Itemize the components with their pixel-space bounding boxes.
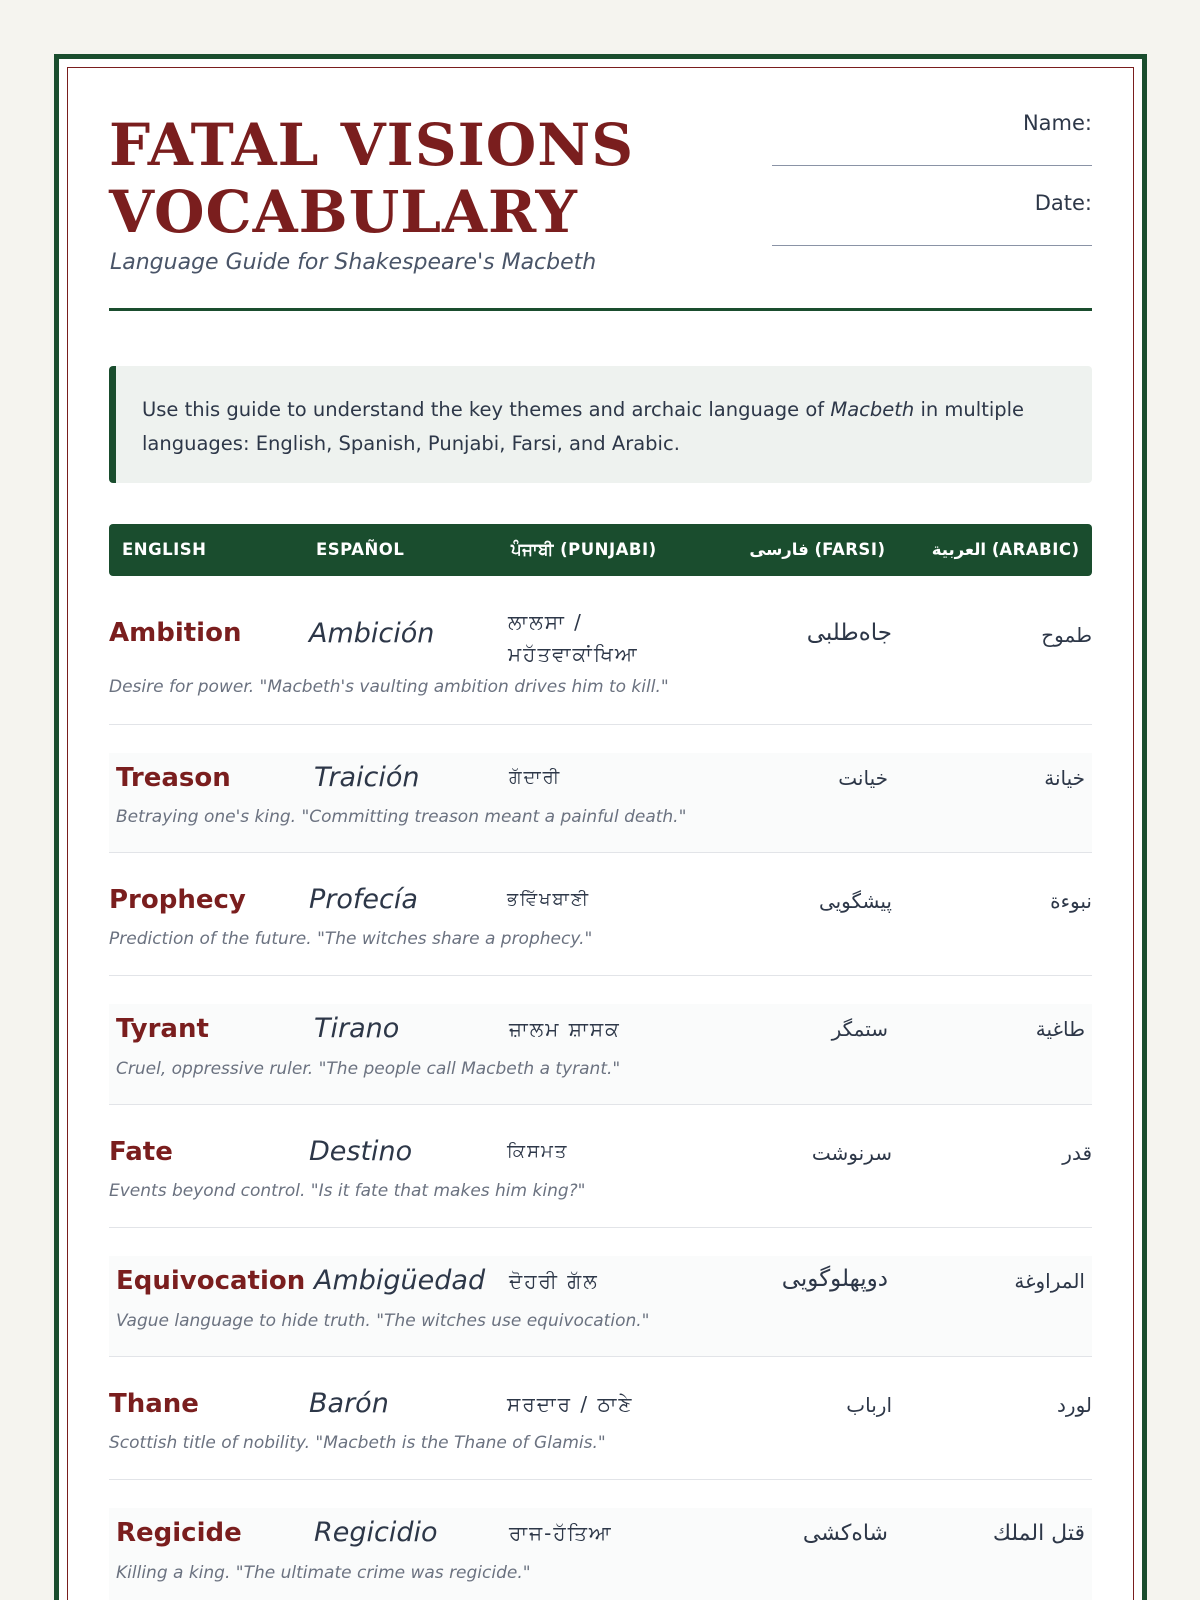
intro-callout [109, 366, 1092, 483]
column-header-arabic: العربية (ARABIC) [931, 540, 1079, 559]
table-row [109, 1357, 1092, 1480]
term-english: Fate [109, 1137, 173, 1167]
term-punjabi: ਜ਼ਾਲਮ ਸ਼ਾਸਕ [509, 1017, 621, 1041]
term-farsi: پیشگویی [818, 889, 892, 913]
term-arabic: لورد [1057, 1393, 1092, 1417]
term-spanish: Barón [309, 1388, 389, 1419]
term-farsi: سرنوشت [811, 1141, 892, 1165]
table-row [109, 1105, 1092, 1228]
term-spanish: Ambigüedad [314, 1265, 486, 1296]
term-spanish: Profecía [309, 884, 418, 915]
name-label: Name: [1022, 111, 1092, 135]
title-line-2: VOCABULARY [109, 178, 578, 246]
term-definition: Vague language to hide truth. "The witches use equivocation." [116, 1311, 650, 1331]
term-punjabi: ਭਵਿੱਖਬਾਣੀ [507, 889, 591, 910]
term-english: Prophecy [109, 885, 246, 915]
term-spanish: Traición [314, 762, 420, 793]
term-punjabi: ਕਿਸਮਤ [507, 1141, 569, 1162]
table-header [109, 524, 1092, 576]
table-row [109, 1004, 1092, 1105]
column-header-farsi: فارسی (FARSI) [749, 540, 885, 559]
term-punjabi: ਗੱਦਾਰੀ [509, 767, 562, 788]
intro-emphasis: Macbeth [830, 398, 915, 421]
term-arabic: نبوءة [1050, 889, 1092, 913]
column-header-english: ENGLISH [122, 540, 207, 559]
term-definition: Desire for power. "Macbeth's vaulting ambition drives him to kill." [109, 677, 669, 697]
term-arabic: طاغية [1035, 1017, 1085, 1041]
term-farsi: ارباب [846, 1393, 892, 1417]
term-english: Thane [109, 1389, 199, 1419]
term-farsi: جاه‌طلبی [806, 620, 892, 646]
name-field[interactable] [772, 165, 1092, 166]
term-farsi: شاه‌کشی [802, 1521, 888, 1546]
term-farsi: ستمگر [831, 1017, 888, 1041]
term-definition: Killing a king. "The ultimate crime was regicide." [116, 1563, 531, 1583]
term-definition: Prediction of the future. "The witches share a prophecy." [109, 929, 593, 949]
term-spanish: Ambición [309, 618, 435, 649]
page-title [109, 112, 634, 246]
term-farsi: دوپهلوگویی [781, 1266, 888, 1292]
term-punjabi: ਲਾਲਸਾ / ਮਹੱਤਵਾਕਾਂਖਿਆ [508, 610, 639, 666]
term-english: Treason [116, 763, 231, 793]
table-row [109, 853, 1092, 976]
title-line-1: FATAL VISIONS [109, 111, 635, 179]
term-arabic: قدر [1062, 1141, 1092, 1165]
term-spanish: Tirano [314, 1013, 400, 1044]
intro-text-before: Use this guide to understand the key themes and archaic language of [142, 398, 831, 421]
page-subtitle: Language Guide for Shakespeare's Macbeth [110, 250, 597, 275]
term-spanish: Destino [309, 1136, 413, 1167]
table-row [109, 1256, 1092, 1357]
term-definition: Betraying one's king. "Committing treason meant a painful death." [116, 807, 687, 827]
header-divider [109, 308, 1092, 311]
term-punjabi: ਰਾਜ-ਹੱਤਿਆ [509, 1521, 613, 1545]
term-arabic: خيانة [1044, 766, 1085, 790]
date-label: Date: [1034, 191, 1092, 215]
date-field[interactable] [772, 245, 1092, 246]
term-english: Tyrant [116, 1014, 209, 1044]
term-punjabi: ਦੋਹਰੀ ਗੱਲ [509, 1269, 599, 1293]
term-english: Equivocation [116, 1266, 306, 1296]
column-header-spanish: ESPAÑOL [316, 540, 405, 559]
table-row [109, 576, 1092, 725]
term-arabic: المراوغة [1014, 1269, 1085, 1293]
term-spanish: Regicidio [314, 1517, 438, 1548]
term-definition: Events beyond control. "Is it fate that makes him king?" [109, 1181, 586, 1201]
term-arabic: قتل الملك [992, 1521, 1085, 1546]
term-english: Regicide [116, 1518, 242, 1548]
term-english: Ambition [109, 618, 242, 648]
term-arabic: طموح [1041, 623, 1092, 647]
table-row [109, 1508, 1092, 1600]
term-farsi: خیانت [838, 766, 888, 790]
term-punjabi: ਸਰਦਾਰ / ਠਾਣੇ [507, 1392, 634, 1416]
intro-text-after: in multiple languages: English, Spanish, Punjabi, Farsi, and Arabic. [142, 398, 1025, 455]
column-header-punjabi: ਪੰਜਾਬੀ (PUNJABI) [511, 540, 657, 559]
term-definition: Cruel, oppressive ruler. "The people call Macbeth a tyrant." [116, 1059, 621, 1079]
table-row [109, 753, 1092, 853]
term-definition: Scottish title of nobility. "Macbeth is the Thane of Glamis." [109, 1433, 606, 1453]
